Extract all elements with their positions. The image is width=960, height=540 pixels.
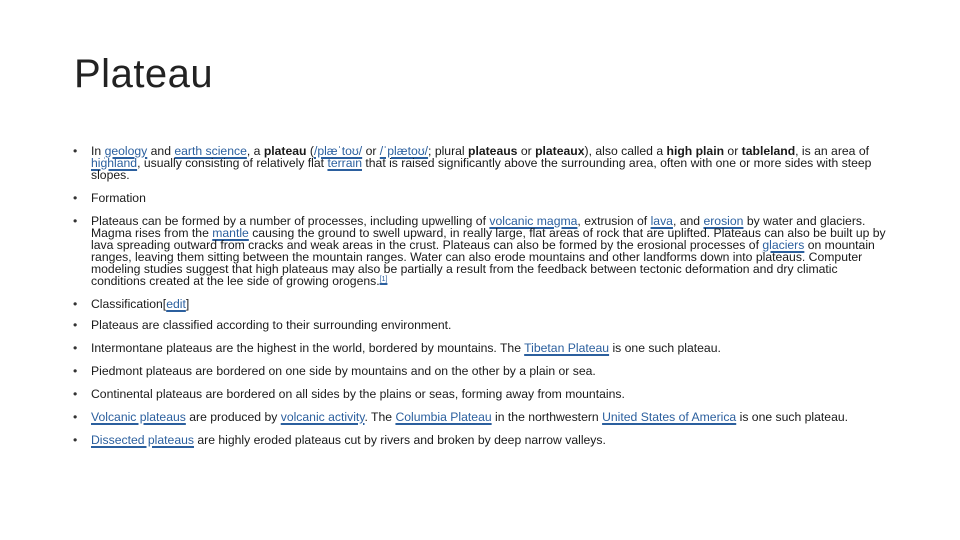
link-dissected-plateaus[interactable]: Dissected plateaus	[91, 433, 194, 447]
text: on mountain ranges, leaving them sitting between the mountain ranges. Water can also erode mountains and other landforms down into plateaus. Computer modeling studies suggest that high plateaus may also be partially a result from the feedback between tectonic deformation and dry climatic conditions created at the lee side of growing orogens.	[91, 238, 875, 288]
link-earth-science[interactable]: earth science	[174, 144, 247, 158]
bullet-formation-heading	[72, 192, 887, 204]
bold-term: tableland	[741, 144, 796, 158]
text: ; plural	[428, 144, 469, 158]
bullet-dissected	[72, 434, 887, 446]
link-volcanic-plateaus[interactable]: Volcanic plateaus	[91, 410, 186, 424]
bold-term: plateaux	[535, 144, 585, 158]
text: ), also called a	[584, 144, 667, 158]
text: , and	[672, 214, 704, 228]
link-geology[interactable]: geology	[104, 144, 148, 158]
text: are highly eroded plateaus cut by rivers and broken by deep narrow valleys.	[193, 433, 606, 447]
link-pronunciation-2[interactable]: /ˈplætoʊ/	[379, 144, 429, 158]
text: that is raised significantly above the surrounding area, often with one or more sides with steep slopes.	[91, 156, 872, 182]
text: or	[362, 144, 380, 158]
text: Classification[	[91, 297, 167, 311]
link-volcanic-magma[interactable]: volcanic magma	[489, 214, 578, 228]
bullet-volcanic	[72, 411, 887, 423]
link-lava[interactable]: lava	[650, 214, 673, 228]
text: Intermontane plateaus are the highest in the world, bordered by mountains. The	[91, 341, 525, 355]
link-mantle[interactable]: mantle	[212, 226, 249, 240]
bullet-formation	[72, 215, 887, 287]
text: (	[306, 144, 314, 158]
text: Plateaus can be formed by a number of processes, including upwelling of	[91, 214, 490, 228]
text: Piedmont plateaus are bordered on one side by mountains and on the other by a plain or sea.	[91, 364, 596, 378]
link-edit[interactable]: edit	[166, 297, 186, 311]
text: In	[91, 144, 105, 158]
text: in the northwestern	[491, 410, 603, 424]
bold-term: plateaus	[468, 144, 518, 158]
bullet-definition	[72, 145, 887, 181]
link-erosion[interactable]: erosion	[703, 214, 744, 228]
bullet-piedmont	[72, 365, 887, 377]
text: and	[147, 144, 175, 158]
bullet-continental	[72, 388, 887, 400]
bullet-list	[72, 145, 887, 446]
bullet-intermontane	[72, 342, 887, 354]
text: causing the ground to swell upward, in really large, flat areas of rock that are uplifted. Plateaus can also be built up by lava spreading outward from cracks and weak areas in the crust. Plateaus can also be formed by the erosional processes of	[91, 226, 886, 252]
slide-title: Plateau	[74, 52, 214, 96]
bullet-classification	[72, 319, 887, 331]
link-tibetan-plateau[interactable]: Tibetan Plateau	[524, 341, 610, 355]
text: or	[517, 144, 536, 158]
link-reference-1[interactable]: [1]	[379, 276, 388, 283]
bold-term: high plain	[666, 144, 725, 158]
text: , is an area of	[795, 144, 870, 158]
text: Continental plateaus are bordered on all sides by the plains or seas, forming away from mountains.	[91, 387, 625, 401]
text: by water and glaciers. Magma rises from the	[91, 214, 866, 240]
text: is one such plateau.	[609, 341, 721, 355]
text: ]	[185, 297, 190, 311]
link-glaciers[interactable]: glaciers	[762, 238, 805, 252]
link-columbia-plateau[interactable]: Columbia Plateau	[395, 410, 492, 424]
text: Formation	[91, 191, 146, 205]
text: is one such plateau.	[736, 410, 849, 424]
text: are produced by	[185, 410, 281, 424]
link-united-states[interactable]: United States of America	[602, 410, 737, 424]
text: , usually consisting of relatively flat	[137, 156, 328, 170]
link-volcanic-activity[interactable]: volcanic activity	[280, 410, 365, 424]
text: Plateaus are classified according to their surrounding environment.	[91, 318, 452, 332]
text: , extrusion of	[577, 214, 651, 228]
link-terrain[interactable]: terrain	[327, 156, 362, 170]
bullet-classification-heading	[72, 298, 887, 310]
text: or	[724, 144, 742, 158]
link-highland[interactable]: highland	[91, 156, 138, 170]
text: , a	[246, 144, 264, 158]
bold-term: plateau	[263, 144, 307, 158]
link-pronunciation-1[interactable]: /plæˈtoʊ/	[313, 144, 363, 158]
text: . The	[364, 410, 396, 424]
